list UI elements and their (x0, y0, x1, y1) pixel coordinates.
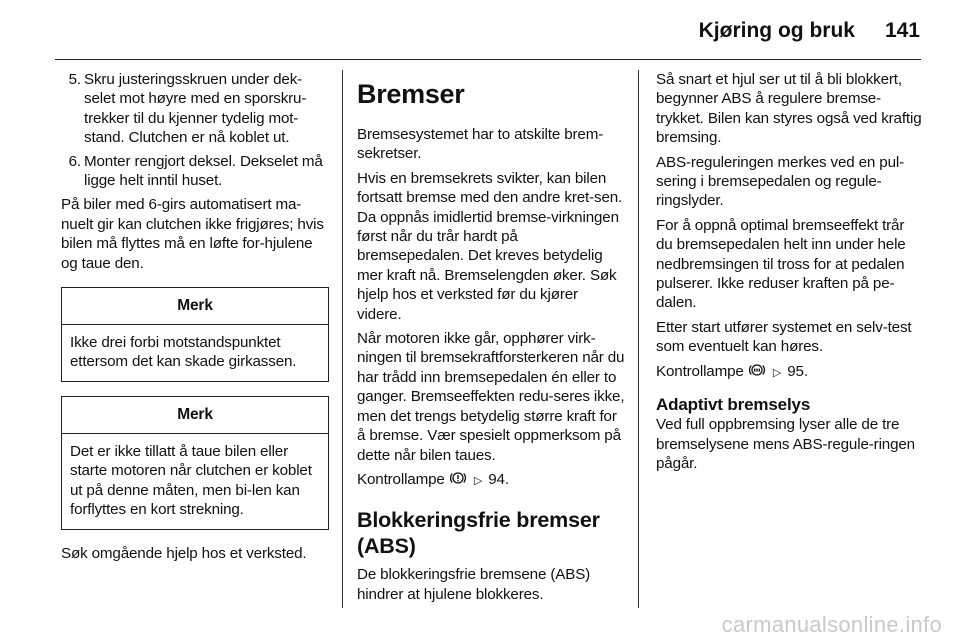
page-header (699, 16, 920, 46)
reference-label: Kontrollampe (656, 362, 744, 380)
note-box (61, 287, 329, 382)
note-title: Merk (62, 397, 328, 434)
note-title: Merk (62, 288, 328, 325)
paragraph: De blokkeringsfrie bremsene (ABS) hindrer at hjulene blokkeres. (357, 566, 591, 603)
column-1 (61, 70, 329, 568)
abs-warning-icon (748, 362, 766, 383)
step-list (61, 70, 329, 190)
brake-warning-icon (449, 470, 467, 491)
column-2 (357, 70, 625, 609)
reference-line (357, 470, 625, 491)
section-title: Kjøring og bruk (698, 19, 855, 42)
column-divider-1 (342, 70, 343, 608)
watermark: carmanualsonline.info (721, 612, 942, 637)
column-3 (656, 70, 923, 478)
paragraph: Hvis en bremsekrets svikter, kan bilen fortsatt bremse med den andre kret-sen. Da oppnås imidlertid bremse-virkningen først når du trår hardt på bremsepedalen. Det kreves betydelig mer kraft nå. Bremselengden øker. Søk hjelp hos et verksted før du kjører videre. (357, 169, 623, 323)
subsection-heading: Adaptivt bremselys (656, 395, 811, 415)
step-text: Skru justeringsskruen under dek-selet mot høyre med en sporskru-trekker til du kjenner tydelig mot-stand. Clutchen er nå koblet ut. (84, 71, 307, 147)
note-body: Ikke drei forbi motstandspunktet ettersom det kan skade girkassen. (70, 334, 297, 371)
paragraph: På biler med 6-girs automatisert ma-nuelt gir kan clutchen ikke frigjøres; hvis bilen må flyttes må en løfte for-hjulene og taue den. (61, 196, 324, 272)
paragraph: Bremsesystemet har to atskilte brem-sekretser. (357, 126, 604, 163)
reference-label: Kontrollampe (357, 470, 445, 488)
paragraph: ABS-reguleringen merkes ved en pul-sering i bremsepedalen og regule-ringslyder. (656, 153, 905, 210)
header-divider (55, 59, 921, 60)
step-number: 6. (68, 152, 81, 170)
reference-page[interactable]: 95. (787, 362, 808, 380)
paragraph: Så snart et hjul ser ut til å bli blokkert, begynner ABS å regulere bremse-trykket. Bilen kan styres også ved kraftig bremsing. (656, 71, 922, 147)
paragraph: Etter start utfører systemet en selv-test som eventuelt kan høres. (656, 318, 912, 356)
section-heading: Bremser (357, 79, 465, 109)
subsection-heading: Blokkeringsfrie bremser (ABS) (357, 508, 600, 559)
paragraph: Når motoren ikke går, opphører virk-ningen til bremsekraftforsterkeren når du har trådd inn bremsepedalen én eller to ganger. Bremseeffekten redu-seres ikke, men det trengs betydelig større kraft for å bremse. Vær spesielt oppmerksom på dette når bilen taues. (357, 330, 625, 464)
paragraph: Søk omgående hjelp hos et verksted. (61, 544, 307, 562)
list-item (61, 152, 329, 191)
note-box (61, 396, 329, 530)
step-text: Monter rengjort deksel. Dekselet må ligge helt inntil huset. (84, 152, 323, 190)
list-item (61, 70, 329, 148)
paragraph: For å oppnå optimal bremseeffekt trår du bremsepedalen helt inn under hele nedbremsingen til tross for at pedalen pulserer. Ikke reduser kraften på pe-dalen. (656, 216, 906, 312)
page-reference-arrow-icon: ▷ (473, 474, 483, 487)
page-number: 141 (884, 19, 920, 42)
step-number: 5. (68, 71, 81, 88)
page-reference-arrow-icon: ▷ (772, 366, 782, 379)
paragraph: Ved full oppbremsing lyser alle de tre bremselysene mens ABS-regule-ringen pågår. (656, 416, 915, 472)
reference-page[interactable]: 94. (488, 470, 509, 488)
note-body: Det er ikke tillatt å taue bilen eller starte motoren når clutchen er koblet ut på denne måten, men bi-len kan forflyttes en kort strekning. (70, 442, 312, 519)
reference-line (656, 362, 923, 383)
column-divider-2 (638, 70, 639, 608)
